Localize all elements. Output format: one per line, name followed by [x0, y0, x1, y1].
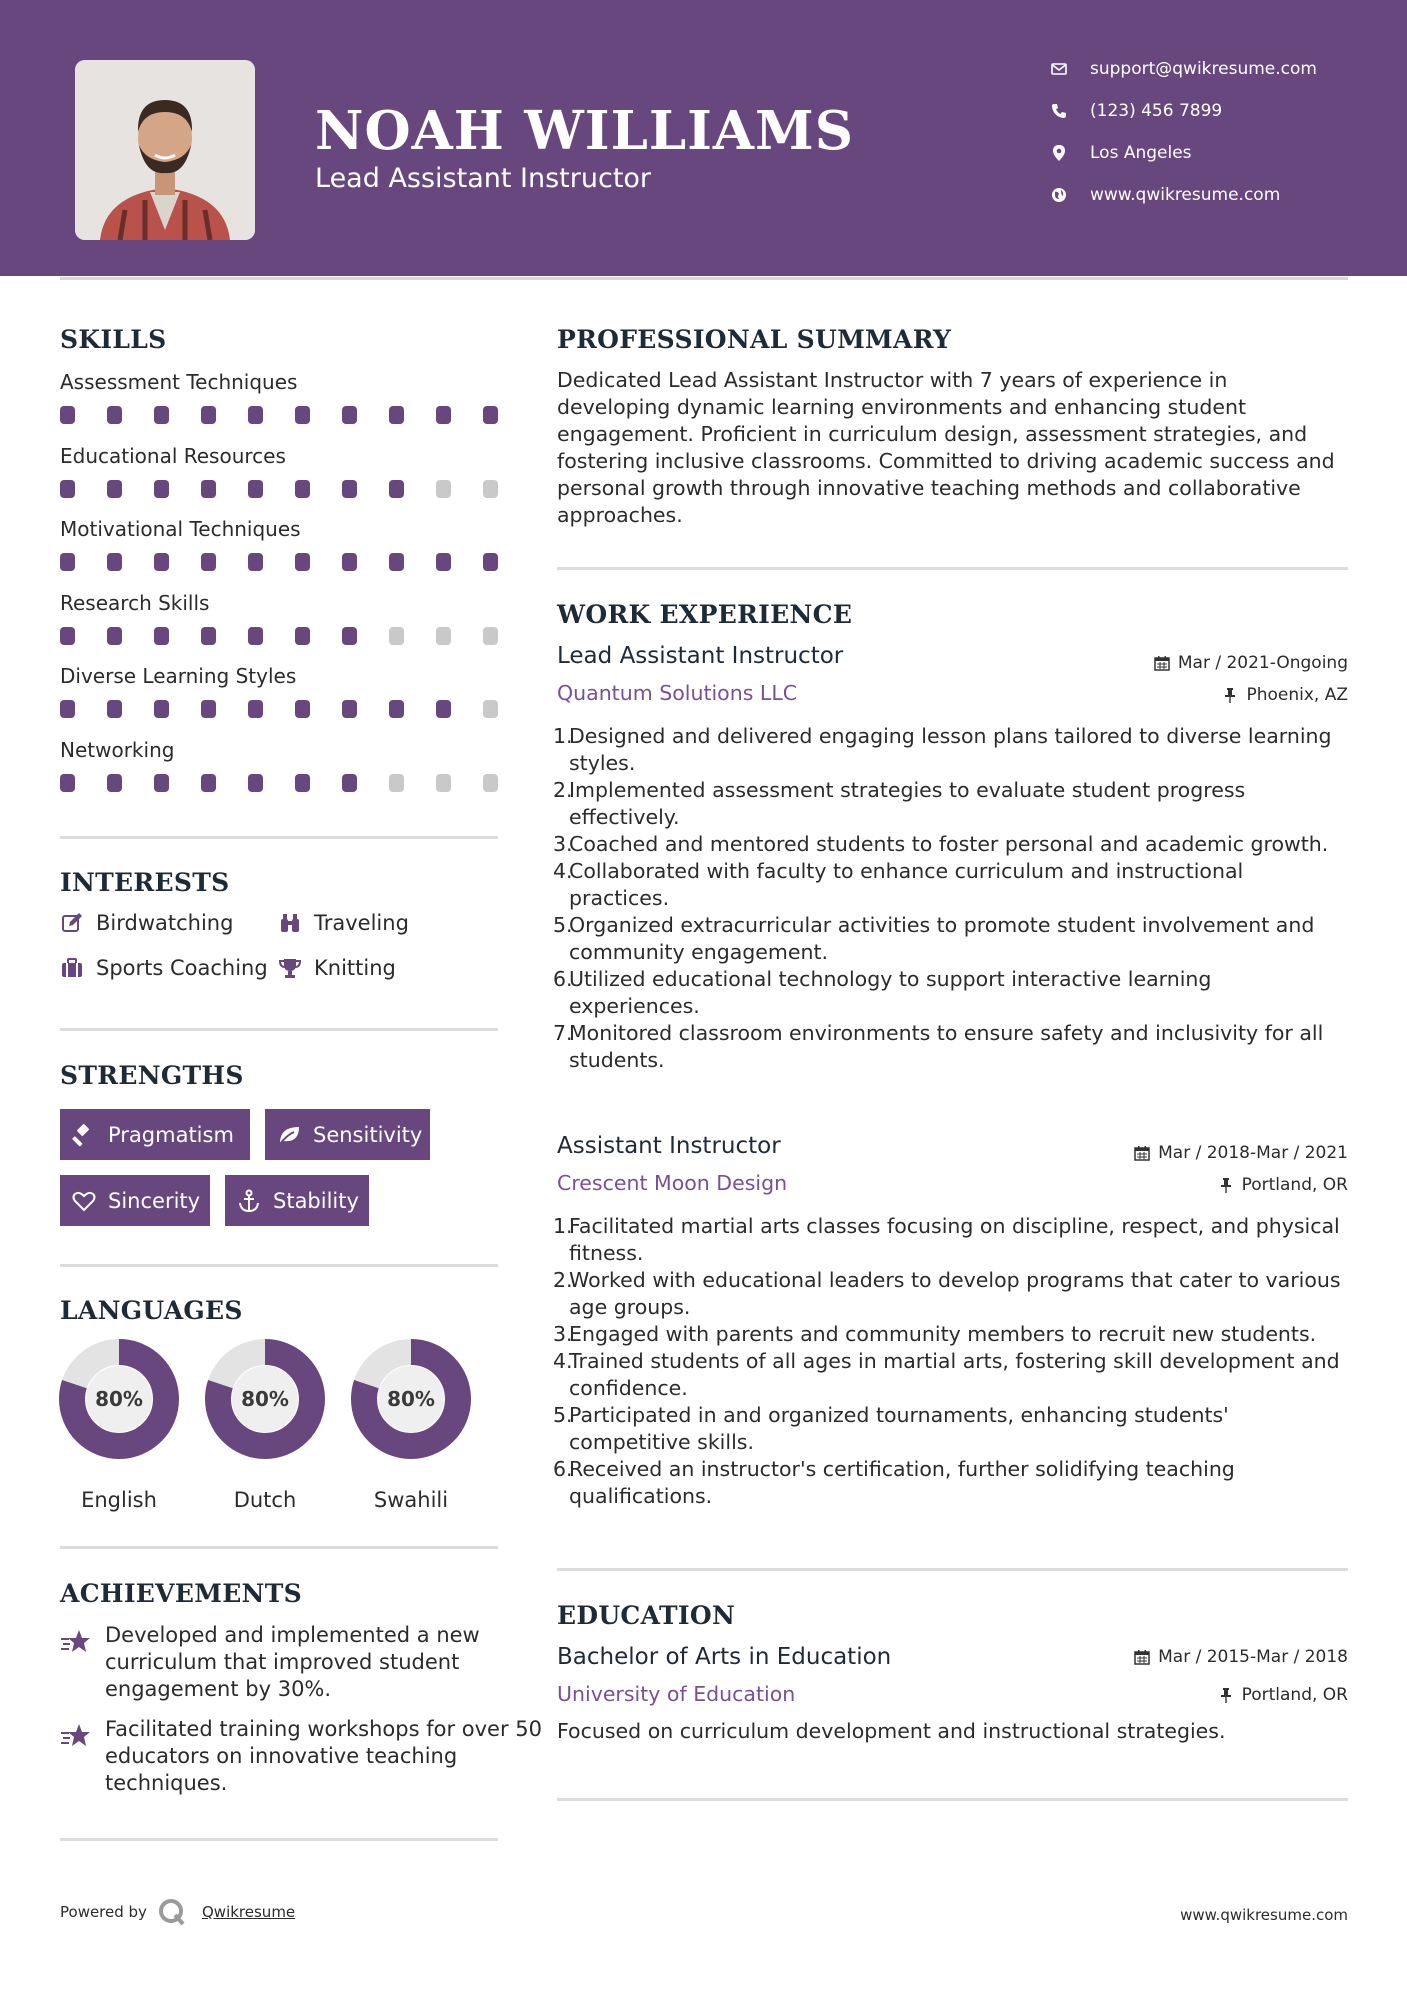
skill-dot-filled [60, 480, 75, 498]
skill-dot-filled [107, 553, 122, 571]
education-heading: EDUCATION [557, 1601, 736, 1630]
list-item: 2. Implemented assessment strategies to evaluate student progress effectively. [553, 778, 1246, 829]
interest-item [278, 911, 409, 935]
skill-rating [60, 774, 498, 792]
footer-website[interactable]: www.qwikresume.com [1180, 1906, 1348, 1924]
contact-email-text: support@qwikresume.com [1090, 59, 1317, 79]
skill-dot-filled [60, 774, 75, 792]
strength-tag [60, 1109, 250, 1160]
strengths-heading: STRENGTHS [60, 1061, 244, 1090]
section-divider [60, 836, 498, 839]
skill-dot-filled [389, 553, 404, 571]
skill-dot-empty [483, 480, 498, 498]
company-name: Crescent Moon Design [557, 1171, 788, 1195]
achievement-text: Facilitated training workshops for over 50 educators on innovative teaching techniques. [105, 1717, 543, 1795]
pushpin-icon [1218, 1687, 1234, 1703]
skill-dot-empty [389, 627, 404, 645]
job-bullets [553, 1213, 1348, 1510]
gavel-icon [72, 1123, 96, 1147]
summary-text: Dedicated Lead Assistant Instructor with 7 years of experience in developing dynamic learning environments and enhancing student engagement. Proficient in curriculum design, assessment strategies, and fostering inclusive classrooms. Committed to driving academic success and personal growth through innovative teaching methods and collaborative approaches. [557, 368, 1335, 527]
contact-phone-text: (123) 456 7899 [1090, 101, 1223, 121]
job-location [1222, 685, 1348, 705]
contact-phone[interactable] [1050, 98, 1390, 124]
company-name: Quantum Solutions LLC [557, 681, 798, 705]
trophy-icon [278, 956, 302, 980]
strength-tag [265, 1109, 430, 1160]
degree-title: Bachelor of Arts in Education [557, 1644, 892, 1670]
language-item [204, 1338, 326, 1512]
list-item: 4. Collaborated with faculty to enhance curriculum and instructional practices. [553, 859, 1244, 910]
list-item: 3. Coached and mentored students to foster personal and academic growth. [553, 832, 1329, 856]
skill-dot-filled [154, 627, 169, 645]
contact-location-text: Los Angeles [1090, 143, 1192, 163]
language-percent: 80% [387, 1387, 435, 1411]
education-dates [1134, 1647, 1348, 1667]
skill-dot-filled [201, 406, 216, 424]
skill-dot-empty [483, 774, 498, 792]
interest-item [60, 956, 268, 980]
calendar-icon [1134, 1649, 1150, 1665]
skill-dot-filled [248, 774, 263, 792]
skill-dot-filled [107, 627, 122, 645]
achievement-text: Developed and implemented a new curriculum that improved student engagement by 30%. [105, 1623, 480, 1701]
globe-icon [1050, 186, 1068, 204]
strength-label: Stability [273, 1188, 359, 1213]
job-bullets [553, 723, 1348, 1074]
heart-icon [72, 1189, 96, 1213]
skill-dot-filled [154, 406, 169, 424]
list-item: 7. Monitored classroom environments to ensure safety and inclusivity for all students. [553, 1021, 1324, 1072]
skill-dot-filled [436, 700, 451, 718]
contact-website-text: www.qwikresume.com [1090, 185, 1281, 205]
brand-link[interactable]: Qwikresume [202, 1903, 296, 1921]
skill-dot-filled [342, 700, 357, 718]
star-icon [60, 1628, 92, 1656]
skill-dot-filled [107, 480, 122, 498]
section-divider [60, 1264, 498, 1267]
skill-name: Research Skills [60, 590, 210, 615]
skill-dot-filled [342, 627, 357, 645]
map-pin-icon [1050, 144, 1068, 162]
pushpin-icon [1222, 687, 1238, 703]
skill-dot-filled [436, 406, 451, 424]
skill-dot-filled [342, 774, 357, 792]
candidate-name: NOAH WILLIAMS [315, 100, 854, 162]
job-location-text: Portland, OR [1241, 1175, 1348, 1195]
skill-dot-empty [483, 627, 498, 645]
contact-location [1050, 140, 1390, 166]
interest-label: Knitting [314, 956, 396, 980]
strength-tag [60, 1175, 210, 1226]
skill-name: Networking [60, 737, 175, 762]
language-ring [58, 1338, 180, 1460]
skill-name: Diverse Learning Styles [60, 664, 297, 688]
section-divider [60, 1838, 498, 1841]
skill-dot-filled [295, 627, 310, 645]
suitcase-icon [60, 956, 84, 980]
skill-dot-filled [248, 480, 263, 498]
skill-name: Assessment Techniques [60, 370, 298, 394]
language-ring [350, 1338, 472, 1460]
leaf-icon [277, 1123, 301, 1147]
language-item [350, 1338, 472, 1512]
skill-dot-filled [248, 627, 263, 645]
skill-dot-filled [201, 627, 216, 645]
skill-dot-empty [436, 480, 451, 498]
star-icon [60, 1722, 92, 1750]
skill-dot-filled [248, 553, 263, 571]
section-divider [60, 1546, 498, 1549]
section-divider [557, 1568, 1348, 1571]
calendar-icon [1154, 655, 1170, 671]
skill-dot-empty [436, 774, 451, 792]
section-divider [60, 1028, 498, 1031]
skill-dot-filled [295, 406, 310, 424]
list-item: 5. Organized extracurricular activities to promote student involvement and community engagement. [553, 913, 1315, 964]
qwikresume-logo-icon [157, 1897, 187, 1927]
skill-dot-filled [483, 553, 498, 571]
skill-dot-filled [60, 627, 75, 645]
interest-item [278, 956, 396, 980]
header-banner [0, 0, 1407, 276]
education-dates-text: Mar / 2015-Mar / 2018 [1158, 1647, 1348, 1667]
skill-dot-filled [436, 553, 451, 571]
language-percent: 80% [241, 1387, 289, 1411]
job-dates [1154, 653, 1348, 673]
skill-dot-empty [436, 627, 451, 645]
list-item: 6. Utilized educational technology to support interactive learning experiences. [553, 967, 1212, 1018]
job-title: Lead Assistant Instructor [557, 643, 844, 669]
skill-rating [60, 700, 498, 718]
anchor-icon [237, 1189, 261, 1213]
skill-dot-filled [295, 553, 310, 571]
skill-dot-filled [389, 480, 404, 498]
education-location-text: Portland, OR [1241, 1685, 1348, 1705]
achievements-heading: ACHIEVEMENTS [60, 1579, 302, 1608]
skill-dot-filled [107, 406, 122, 424]
skill-dot-filled [342, 553, 357, 571]
contact-email[interactable] [1050, 56, 1390, 82]
skill-rating [60, 553, 498, 571]
strength-label: Sincerity [108, 1188, 201, 1213]
header-divider [60, 277, 1348, 280]
skill-rating [60, 480, 498, 498]
edit-icon [60, 911, 84, 935]
language-ring [204, 1338, 326, 1460]
skill-dot-filled [342, 406, 357, 424]
job-dates [1134, 1143, 1348, 1163]
skill-dot-empty [389, 774, 404, 792]
summary-heading: PROFESSIONAL SUMMARY [557, 325, 952, 354]
contact-website[interactable] [1050, 182, 1390, 208]
envelope-icon [1050, 60, 1068, 78]
language-item [58, 1338, 180, 1512]
calendar-icon [1134, 1145, 1150, 1161]
interest-label: Birdwatching [96, 911, 234, 935]
interest-item [60, 911, 233, 935]
skills-heading: SKILLS [60, 325, 167, 354]
skill-dot-filled [107, 700, 122, 718]
job-dates-text: Mar / 2018-Mar / 2021 [1158, 1143, 1348, 1163]
candidate-title: Lead Assistant Instructor [315, 163, 652, 194]
skill-dot-filled [154, 774, 169, 792]
list-item: 1. Facilitated martial arts classes focusing on discipline, respect, and physical fitness. [553, 1214, 1340, 1265]
skill-dot-filled [201, 480, 216, 498]
skill-dot-filled [201, 553, 216, 571]
list-item: 3. Engaged with parents and community members to recruit new students. [553, 1322, 1317, 1346]
job-dates-text: Mar / 2021-Ongoing [1177, 653, 1348, 673]
language-name: English [81, 1488, 157, 1512]
skill-dot-empty [483, 700, 498, 718]
list-item: 5. Participated in and organized tournaments, enhancing students' competitive skills. [553, 1403, 1229, 1454]
skill-dot-filled [201, 774, 216, 792]
skill-dot-filled [295, 480, 310, 498]
section-divider [557, 1798, 1348, 1801]
interest-label: Sports Coaching [96, 956, 268, 980]
skill-rating [60, 406, 498, 424]
language-name: Dutch [233, 1488, 297, 1512]
skill-dot-filled [154, 553, 169, 571]
skill-dot-filled [342, 480, 357, 498]
interest-label: Traveling [314, 911, 409, 935]
skill-name: Motivational Techniques [60, 517, 301, 541]
skill-dot-filled [248, 700, 263, 718]
skill-dot-filled [295, 700, 310, 718]
pushpin-icon [1218, 1177, 1234, 1193]
skill-dot-filled [483, 406, 498, 424]
skill-dot-filled [201, 700, 216, 718]
skill-dot-filled [60, 700, 75, 718]
strength-tag [225, 1175, 369, 1226]
language-name: Swahili [373, 1488, 449, 1512]
skill-dot-filled [60, 406, 75, 424]
phone-icon [1050, 102, 1068, 120]
skill-dot-filled [154, 700, 169, 718]
skill-rating [60, 627, 498, 645]
education-description: Focused on curriculum development and instructional strategies. [557, 1719, 1226, 1743]
skill-dot-filled [60, 553, 75, 571]
job-title: Assistant Instructor [557, 1133, 781, 1159]
job-location-text: Phoenix, AZ [1246, 685, 1348, 705]
strength-label: Pragmatism [108, 1122, 234, 1147]
skill-dot-filled [389, 700, 404, 718]
skill-dot-filled [248, 406, 263, 424]
skill-dot-filled [389, 406, 404, 424]
skill-dot-filled [154, 480, 169, 498]
skill-name: Educational Resources [60, 443, 286, 468]
skill-dot-filled [295, 774, 310, 792]
language-percent: 80% [95, 1387, 143, 1411]
list-item: 1. Designed and delivered engaging lesson plans tailored to diverse learning styles. [553, 724, 1332, 775]
languages-heading: LANGUAGES [60, 1296, 243, 1325]
interests-heading: INTERESTS [60, 868, 230, 897]
skill-dot-filled [107, 774, 122, 792]
school-name: University of Education [557, 1682, 796, 1706]
experience-heading: WORK EXPERIENCE [557, 600, 853, 629]
list-item: 6. Received an instructor's certification, further solidifying teaching qualifications. [553, 1457, 1235, 1508]
powered-by-label: Powered by [60, 1903, 147, 1921]
strength-label: Sensitivity [313, 1122, 423, 1147]
job-location [1218, 1175, 1348, 1195]
list-item: 4. Trained students of all ages in martial arts, fostering skill development and confidence. [553, 1349, 1340, 1400]
profile-photo [75, 60, 255, 240]
list-item: 2. Worked with educational leaders to develop programs that cater to various age groups. [553, 1268, 1341, 1319]
binoculars-icon [278, 911, 302, 935]
education-location [1218, 1685, 1348, 1705]
section-divider [557, 567, 1348, 570]
